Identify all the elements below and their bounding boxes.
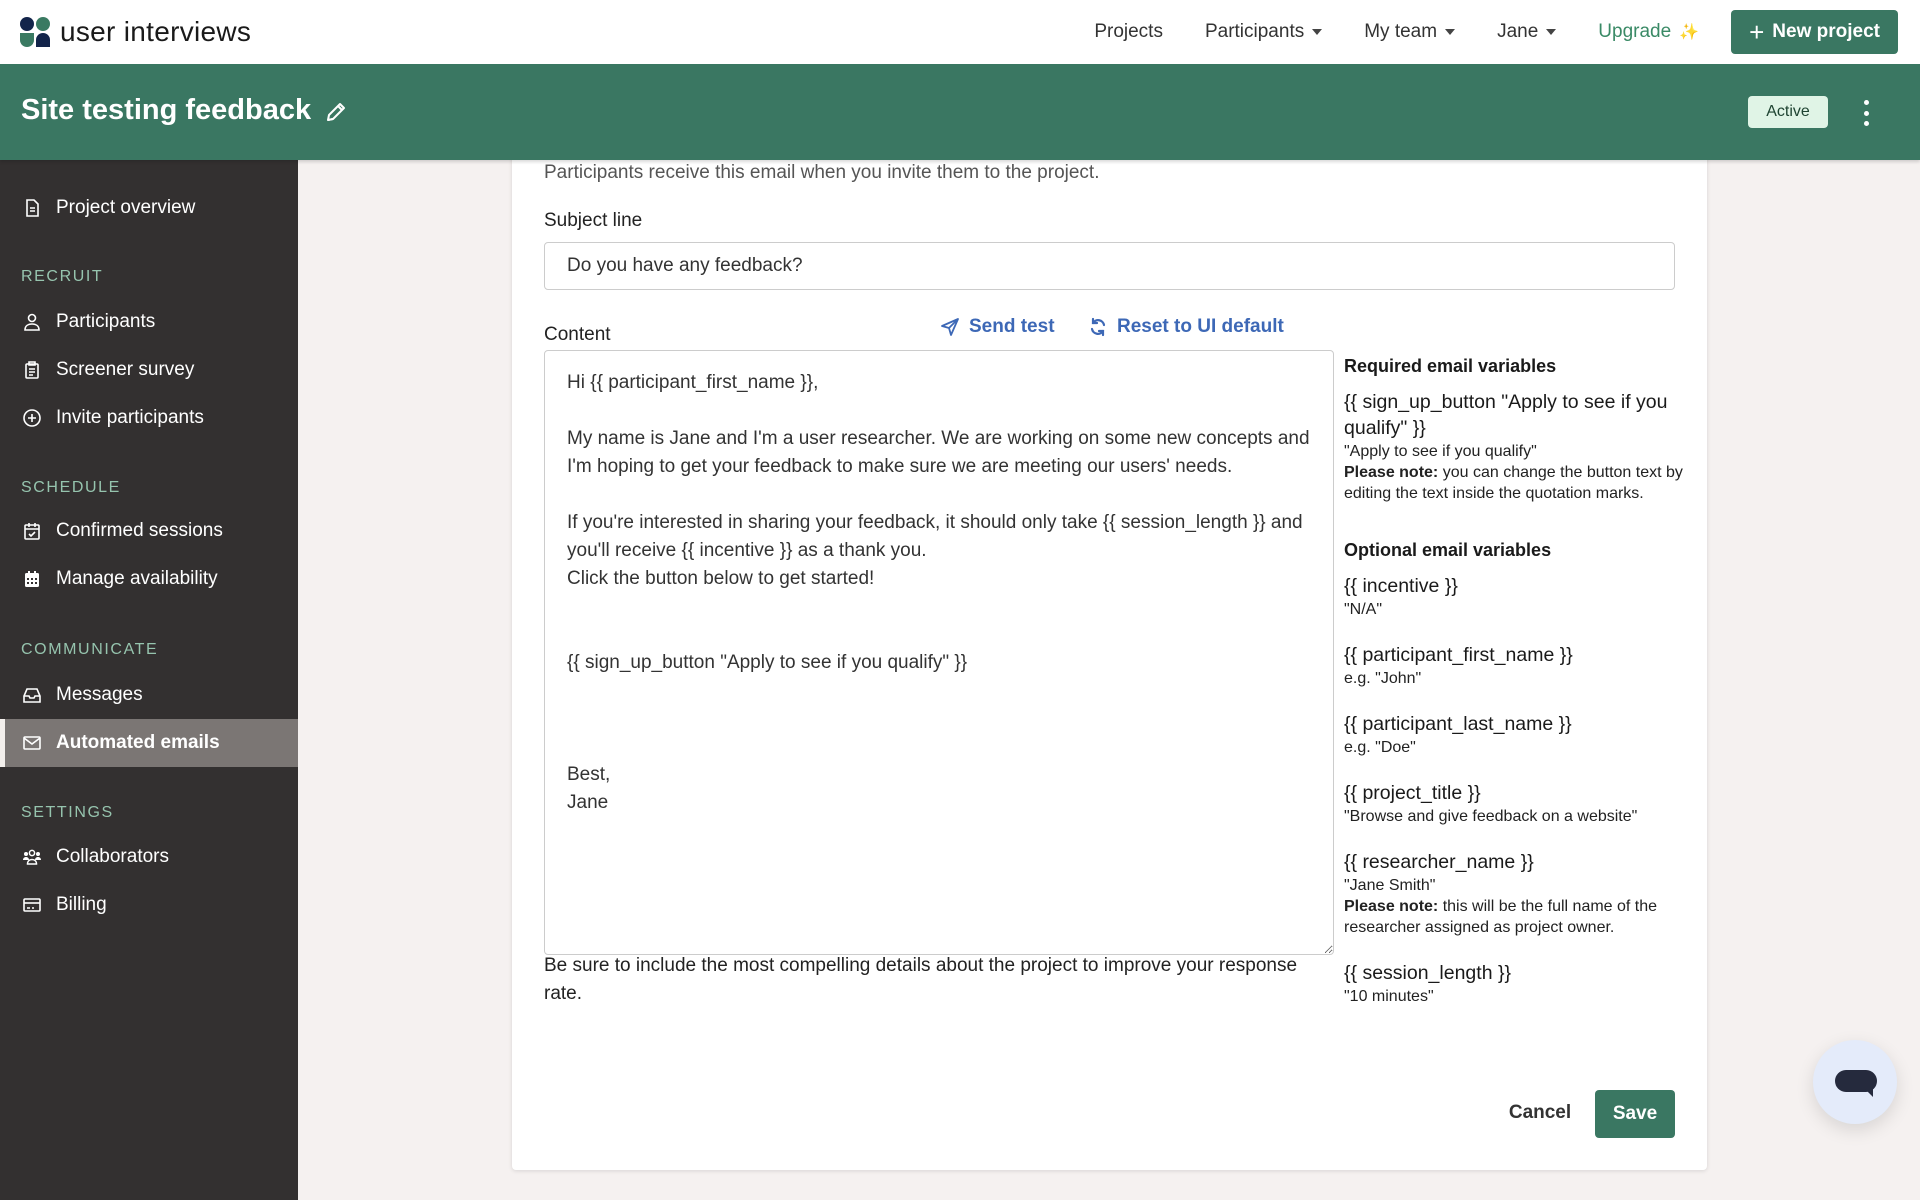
calendar-grid-icon [22,569,42,589]
variable-item [1344,642,1689,689]
content-textarea[interactable] [544,350,1334,955]
sidebar-item-label: Collaborators [56,846,169,867]
sidebar-item-label: Manage availability [56,568,218,589]
variable-item [1344,960,1689,1007]
nav-user-menu[interactable] [1497,21,1556,43]
nav-participants[interactable] [1205,21,1322,43]
sidebar-item-label: Screener survey [56,359,195,380]
variable-value: "10 minutes" [1344,988,1434,1005]
nav-my-team[interactable] [1364,21,1455,43]
sidebar-item-label: Invite participants [56,407,204,428]
variable-name: {{ researcher_name }} [1344,851,1534,873]
note-text: this will be the full name of the researcher assigned as project owner. [1344,898,1658,936]
variable-value: "Apply to see if you qualify" [1344,443,1537,460]
variable-value: e.g. "John" [1344,670,1422,687]
logo-mark-icon [20,17,50,47]
email-variables-panel [1344,350,1689,1007]
variable-name: {{ incentive }} [1344,575,1458,597]
variable-value: "Browse and give feedback on a website" [1344,808,1638,825]
plus-icon: + [1749,17,1765,47]
envelope-icon [22,733,42,753]
nav-projects-label: Projects [1094,21,1163,42]
chevron-down-icon [1445,29,1455,35]
sidebar-section-communicate: COMMUNICATE [21,641,159,658]
note-label: Please note: [1344,898,1439,915]
calendar-check-icon [22,521,42,541]
more-options-icon[interactable] [1858,100,1874,126]
chevron-down-icon [1312,29,1322,35]
note-text: you can change the button text by editing the text inside the quotation marks. [1344,464,1683,502]
send-test-button[interactable] [940,316,1055,338]
sidebar-section-schedule: SCHEDULE [21,479,121,496]
email-editor-card [512,150,1707,1170]
variable-item [1344,389,1689,504]
project-title: Site testing feedback [21,94,312,126]
plus-circle-icon [22,408,42,428]
subject-input[interactable] [544,242,1675,290]
variable-note [1344,462,1689,504]
sidebar-item-label: Automated emails [56,732,220,753]
variable-value: "Jane Smith" [1344,877,1436,894]
inbox-icon [22,685,42,705]
email-description: Participants receive this email when you invite them to the project. [544,162,1100,183]
nav-user-label: Jane [1497,21,1539,42]
edit-pencil-icon[interactable] [324,100,348,124]
sidebar-item-collaborators[interactable] [0,833,298,881]
sidebar-item-confirmed-sessions[interactable] [0,507,298,555]
clipboard-icon [22,360,42,380]
users-icon [22,847,42,867]
sidebar-item-label: Messages [56,684,143,705]
variable-value: "N/A" [1344,601,1383,618]
reset-label: Reset to UI default [1117,316,1284,337]
required-variables-heading: Required email variables [1344,356,1557,376]
save-button[interactable]: Save [1595,1090,1675,1138]
sidebar-item-project-overview[interactable] [0,184,298,232]
sidebar-item-billing[interactable] [0,881,298,929]
logo-text: user interviews [60,16,252,47]
sidebar [0,160,298,1200]
top-navigation [0,0,1920,64]
chat-widget-button[interactable] [1813,1040,1897,1124]
variable-name: {{ participant_last_name }} [1344,713,1572,735]
cancel-button[interactable]: Cancel [1500,1090,1580,1136]
chevron-down-icon [1546,29,1556,35]
sidebar-item-label: Confirmed sessions [56,520,223,541]
variable-note [1344,896,1689,938]
nav-upgrade[interactable] [1598,21,1699,43]
reset-to-default-button[interactable] [1088,316,1284,338]
optional-variables-heading: Optional email variables [1344,540,1552,560]
sidebar-item-messages[interactable] [0,671,298,719]
status-badge: Active [1748,96,1828,128]
logo[interactable] [20,16,251,48]
sparkles-icon: ✨ [1679,24,1700,41]
variable-value: e.g. "Doe" [1344,739,1416,756]
nav-participants-label: Participants [1204,21,1305,42]
paper-plane-icon [940,317,960,337]
sidebar-item-label: Participants [56,311,156,332]
refresh-icon [1088,317,1108,337]
variable-name: {{ participant_first_name }} [1344,644,1573,666]
variable-item [1344,573,1689,620]
content-hint: Be sure to include the most compelling details about the project to improve your response rate. [544,955,1298,1004]
sidebar-section-recruit: RECRUIT [21,268,104,285]
chat-bubble-tail [1865,1089,1873,1097]
send-test-label: Send test [969,316,1055,337]
nav-upgrade-label: Upgrade [1598,21,1672,42]
note-label: Please note: [1344,464,1439,481]
variable-item [1344,849,1689,938]
variable-name: {{ session_length }} [1344,962,1511,984]
variable-name: {{ sign_up_button "Apply to see if you qualify" }} [1344,391,1668,439]
variable-item [1344,711,1689,758]
subject-label: Subject line [544,210,643,231]
person-icon [22,312,42,332]
variable-name: {{ project_title }} [1344,782,1481,804]
new-project-label: New project [1772,21,1880,42]
sidebar-item-invite-participants[interactable] [0,394,298,442]
credit-card-icon [22,895,42,915]
document-icon [22,198,42,218]
sidebar-item-manage-availability[interactable] [0,555,298,603]
content-label: Content [544,324,611,345]
nav-links [1094,10,1898,54]
sidebar-item-screener-survey[interactable] [0,346,298,394]
sidebar-item-label: Billing [56,894,107,915]
sidebar-item-label: Project overview [56,197,196,218]
variable-item [1344,780,1689,827]
new-project-button[interactable] [1731,10,1898,54]
nav-projects[interactable] [1094,21,1163,43]
nav-my-team-label: My team [1364,21,1438,42]
sidebar-item-participants[interactable] [0,298,298,346]
sidebar-section-settings: SETTINGS [21,804,114,821]
project-header [0,64,1920,160]
sidebar-item-automated-emails[interactable] [0,719,298,767]
